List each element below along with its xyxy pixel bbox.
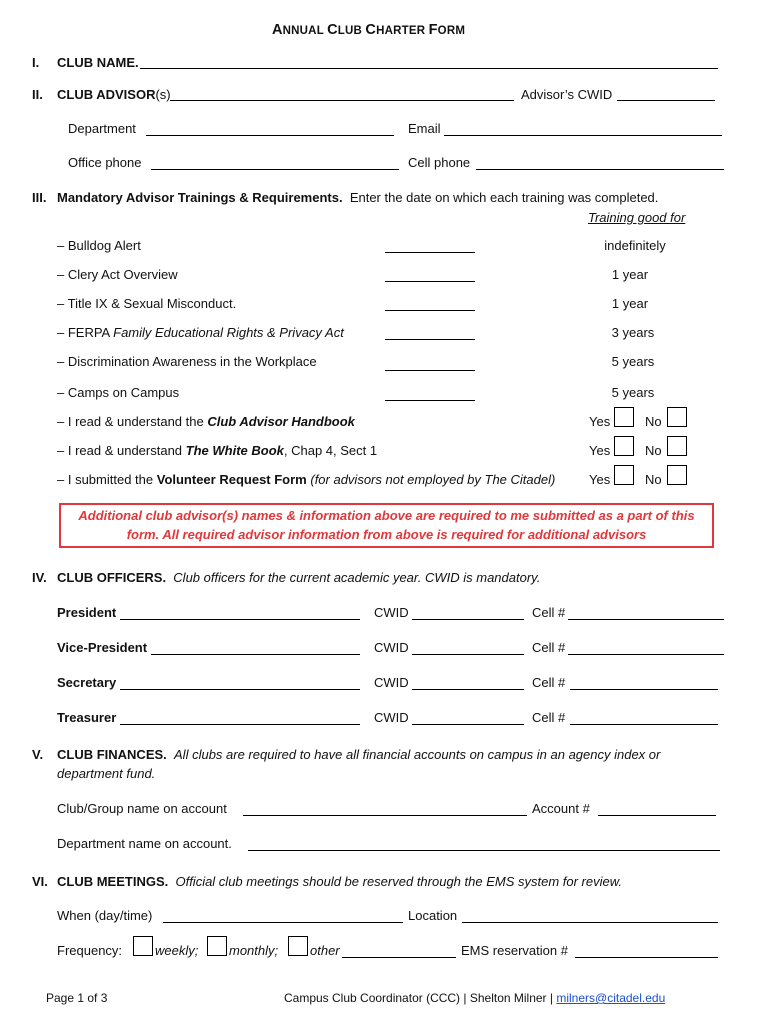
coordinator-email-link[interactable]: milners@citadel.edu: [556, 991, 666, 1005]
yes-checkbox[interactable]: [614, 465, 634, 485]
location-field[interactable]: [462, 922, 718, 923]
officers-instruction: Club officers for the current academic year. CWID is mandatory.: [173, 570, 541, 585]
training-date-field[interactable]: [385, 281, 475, 282]
cell-label: Cell #: [532, 710, 566, 725]
no-checkbox[interactable]: [667, 407, 687, 427]
yes-label: Yes: [589, 443, 611, 458]
cwid-label: CWID: [374, 675, 409, 690]
title-part: C: [365, 22, 377, 38]
cell-field[interactable]: [570, 724, 718, 725]
training-good-for-heading: Training good for: [588, 210, 686, 225]
club-account-name-label: Club/Group name on account: [57, 801, 227, 816]
meetings-header: [57, 874, 622, 889]
training-title: Title IX & Sexual Misconduct.: [67, 296, 237, 311]
yes-checkbox[interactable]: [614, 436, 634, 456]
form-title: [272, 22, 465, 38]
officer-role: Vice-President: [57, 640, 148, 655]
coordinator-info: [284, 991, 665, 1005]
training-duration: 1 year: [611, 267, 649, 282]
account-number-field[interactable]: [598, 815, 716, 816]
meetings-label: CLUB MEETINGS.: [57, 874, 169, 889]
cell-phone-label: Cell phone: [408, 155, 471, 170]
training-duration: 1 year: [611, 296, 649, 311]
section-number: IV.: [32, 570, 47, 585]
no-label: No: [645, 472, 662, 487]
officer-role: Secretary: [57, 675, 117, 690]
advisor-cwid-label: Advisor’s CWID: [521, 87, 613, 102]
club-account-name-field[interactable]: [243, 815, 527, 816]
other-checkbox[interactable]: [288, 936, 308, 956]
other-field[interactable]: [342, 957, 456, 958]
confirm-volunteer-form: [57, 472, 555, 487]
no-checkbox[interactable]: [667, 436, 687, 456]
training-name: [57, 296, 236, 311]
section-number: V.: [32, 747, 44, 762]
title-part: ORM: [437, 25, 466, 37]
section-number: VI.: [32, 874, 48, 889]
training-prefix: –: [57, 296, 68, 311]
weekly-label: weekly;: [155, 943, 199, 958]
notice-line-1: Additional club advisor(s) names & information above are required to me submitted as a part of this: [78, 508, 695, 523]
title-part: LUB: [337, 25, 366, 37]
cell-phone-field[interactable]: [476, 169, 724, 170]
monthly-label: monthly;: [229, 943, 279, 958]
training-date-field[interactable]: [385, 370, 475, 371]
club-advisor-suffix: (s): [155, 87, 171, 102]
when-label: When (day/time): [57, 908, 153, 923]
training-name: [57, 325, 344, 340]
title-part: F: [428, 22, 438, 38]
officer-name-field[interactable]: [120, 619, 360, 620]
training-name: [57, 267, 178, 282]
page-number: Page 1 of 3: [46, 991, 108, 1005]
confirm-bold: Club Advisor Handbook: [207, 414, 355, 429]
training-duration: 5 years: [611, 354, 655, 369]
confirm-post: (for advisors not employed by The Citadel): [306, 472, 556, 487]
section-number: III.: [32, 190, 47, 205]
office-phone-label: Office phone: [68, 155, 142, 170]
club-advisor-text: CLUB ADVISOR: [57, 87, 156, 102]
title-part: HARTER: [376, 25, 429, 37]
officer-role: President: [57, 605, 117, 620]
monthly-checkbox[interactable]: [207, 936, 227, 956]
cwid-field[interactable]: [412, 724, 524, 725]
cell-label: Cell #: [532, 640, 566, 655]
yes-label: Yes: [589, 414, 611, 429]
trainings-instruction: Enter the date on which each training was completed.: [349, 190, 659, 205]
training-date-field[interactable]: [385, 400, 475, 401]
confirm-text: – I submitted the: [57, 472, 157, 487]
department-field[interactable]: [146, 135, 394, 136]
confirm-post: , Chap 4, Sect 1: [283, 443, 378, 458]
cwid-label: CWID: [374, 605, 409, 620]
confirm-white-book: [57, 443, 377, 458]
training-date-field[interactable]: [385, 252, 475, 253]
officer-name-field[interactable]: [120, 724, 360, 725]
yes-label: Yes: [589, 472, 611, 487]
coordinator-text: Campus Club Coordinator (CCC) | Shelton Milner |: [284, 991, 557, 1005]
training-title: Clery Act Overview: [67, 267, 178, 282]
office-phone-field[interactable]: [151, 169, 399, 170]
confirm-bold: The White Book: [185, 443, 284, 458]
cell-field[interactable]: [568, 654, 724, 655]
department-label: Department: [68, 121, 136, 136]
when-field[interactable]: [163, 922, 403, 923]
training-date-field[interactable]: [385, 339, 475, 340]
cwid-field[interactable]: [412, 619, 524, 620]
confirm-text: – I read & understand: [57, 443, 186, 458]
ems-reservation-label: EMS reservation #: [461, 943, 568, 958]
finances-instruction: All clubs are required to have all financial accounts on campus in an agency index or: [174, 747, 661, 762]
weekly-checkbox[interactable]: [133, 936, 153, 956]
officers-header: [57, 570, 540, 585]
training-prefix: –: [57, 354, 68, 369]
training-name: [57, 354, 317, 369]
account-number-label: Account #: [532, 801, 590, 816]
finances-header: [57, 747, 660, 762]
finances-instruction-cont: department fund.: [57, 766, 156, 781]
meetings-instruction: Official club meetings should be reserved through the EMS system for review.: [175, 874, 623, 889]
cwid-field[interactable]: [412, 689, 524, 690]
ems-reservation-field[interactable]: [575, 957, 718, 958]
yes-checkbox[interactable]: [614, 407, 634, 427]
title-part: NNUAL: [282, 25, 328, 37]
cwid-field[interactable]: [412, 654, 524, 655]
email-field[interactable]: [444, 135, 722, 136]
club-name-field[interactable]: [140, 68, 718, 69]
department-account-field[interactable]: [248, 850, 720, 851]
officer-name-field[interactable]: [120, 689, 360, 690]
department-account-label: Department name on account.: [57, 836, 232, 851]
cell-label: Cell #: [532, 605, 566, 620]
officer-name-field[interactable]: [151, 654, 360, 655]
confirm-text: – I read & understand the: [57, 414, 208, 429]
no-label: No: [645, 443, 662, 458]
training-date-field[interactable]: [385, 310, 475, 311]
club-advisor-label: [57, 87, 171, 102]
training-title: Camps on Campus: [67, 385, 180, 400]
training-duration: 5 years: [611, 385, 655, 400]
advisor-cwid-field[interactable]: [617, 100, 715, 101]
officers-label: CLUB OFFICERS.: [57, 570, 167, 585]
training-prefix: –: [57, 385, 68, 400]
other-label: other: [310, 943, 340, 958]
cell-field[interactable]: [570, 689, 718, 690]
club-name-label: CLUB NAME.: [57, 55, 139, 70]
training-prefix: –: [57, 238, 68, 253]
location-label: Location: [408, 908, 458, 923]
email-label: Email: [408, 121, 441, 136]
training-title: Bulldog Alert: [67, 238, 141, 253]
officer-role: Treasurer: [57, 710, 117, 725]
section-number: I.: [32, 55, 40, 70]
no-checkbox[interactable]: [667, 465, 687, 485]
training-prefix: – FERPA: [57, 325, 114, 340]
confirm-bold: Volunteer Request Form: [156, 472, 307, 487]
training-duration: 3 years: [611, 325, 655, 340]
cell-field[interactable]: [568, 619, 724, 620]
training-name: [57, 385, 179, 400]
no-label: No: [645, 414, 662, 429]
section-number: II.: [32, 87, 43, 102]
notice-line-2: form. All required advisor information from above is required for additional advisors: [126, 527, 647, 542]
training-name: [57, 238, 141, 253]
training-title: Discrimination Awareness in the Workplace: [67, 354, 317, 369]
cwid-label: CWID: [374, 640, 409, 655]
frequency-label: Frequency:: [57, 943, 123, 958]
cwid-label: CWID: [374, 710, 409, 725]
training-prefix: –: [57, 267, 68, 282]
confirm-handbook: [57, 414, 355, 429]
finances-label: CLUB FINANCES.: [57, 747, 167, 762]
title-part: A: [272, 22, 283, 38]
training-title: Family Educational Rights & Privacy Act: [113, 325, 344, 340]
trainings-label: Mandatory Advisor Trainings & Requirements.: [57, 190, 343, 205]
training-duration: indefinitely: [604, 238, 666, 253]
club-advisor-field[interactable]: [170, 100, 514, 101]
cell-label: Cell #: [532, 675, 566, 690]
title-part: C: [327, 22, 338, 38]
trainings-header: [57, 190, 658, 205]
